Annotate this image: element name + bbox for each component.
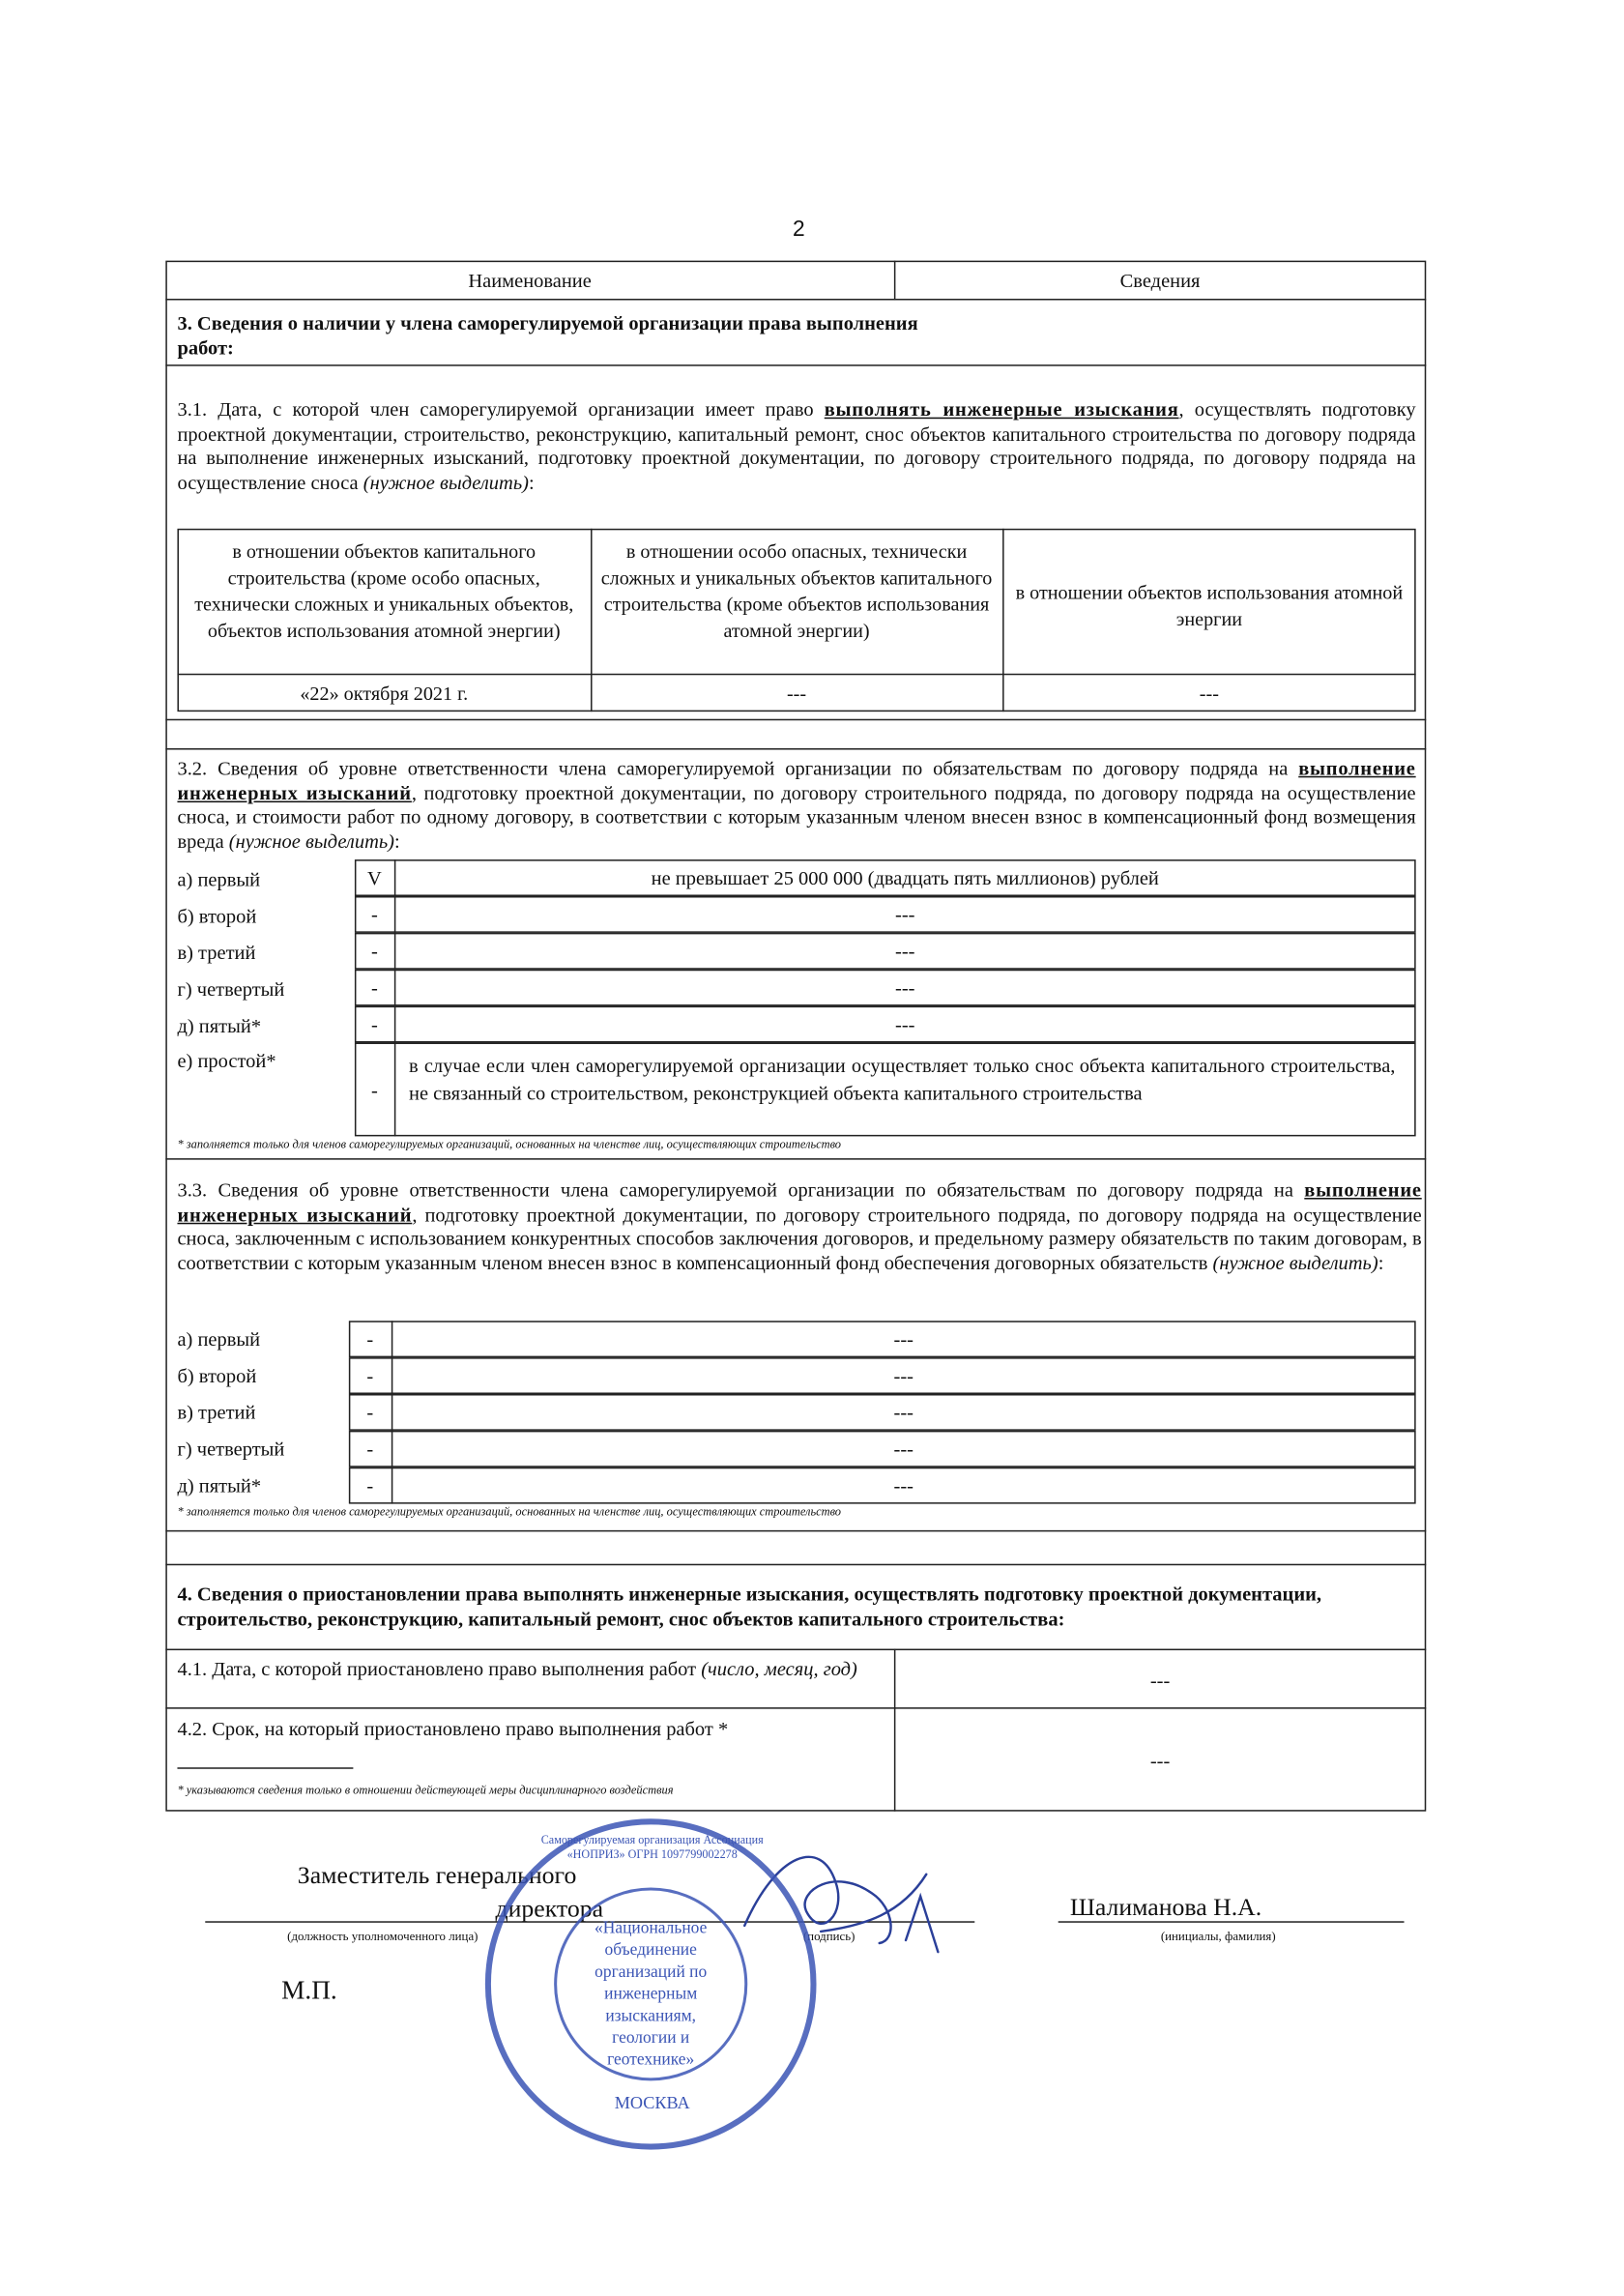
level-label: г) четвертый: [177, 1438, 285, 1461]
level-label: а) первый: [177, 1327, 261, 1351]
name-caption: (инициалы, фамилия): [1160, 1928, 1276, 1944]
level-mark: -: [370, 940, 378, 963]
level-label: а) первый: [177, 868, 261, 890]
row-4-2-label: 4.2. Срок, на который приостановлено право выполнения работ *: [177, 1717, 729, 1740]
row-4-2-value: ---: [1149, 1750, 1171, 1772]
table-3-1-value-2: ---: [786, 682, 807, 705]
table-3-1-header-1: в отношении объектов капитального строительства (кроме особо опасных, технически сложных и уникальных объектов, объектов использования атомной энергии): [194, 539, 574, 642]
level-value: не превышает 25 000 000 (двадцать пять миллионов) рублей: [651, 866, 1159, 889]
level-label: б) второй: [177, 1364, 257, 1387]
row-4-1-value: ---: [1149, 1669, 1171, 1692]
signatory-name: Шалиманова Н.А.: [1069, 1893, 1262, 1922]
row-4-1-label: 4.1. Дата, с которой приостановлено право выполнения работ (число, месяц, год): [177, 1657, 857, 1680]
levels-3-3: [177, 1321, 1415, 1503]
seal-place-label: М.П.: [281, 1975, 337, 2005]
level-mark: -: [366, 1401, 374, 1424]
stamp-city: МОСКВА: [614, 2092, 690, 2113]
level-label: е) простой*: [177, 1050, 276, 1072]
level-mark: -: [366, 1474, 374, 1497]
paragraph-3-2: 3.2. Сведения об уровне ответственности члена саморегулируемой организации по обязательствам по договору подряда на выполнение инженерных изысканий, подготовку проектной документации, по договору строительного подряда, по договору подряда на осуществление сноса, и стоимости работ по одному договору, в соответствии с которым указанным членом внесен взнос в компенсационный фонд возмещения вреда (нужное выделить):: [177, 757, 1416, 852]
level-mark: V: [366, 866, 382, 889]
level-value: ---: [895, 1013, 915, 1035]
level-mark: -: [370, 1013, 378, 1035]
level-mark: -: [370, 903, 378, 926]
level-value: ---: [895, 940, 915, 963]
level-label: г) четвертый: [177, 977, 285, 1001]
level-value: ---: [895, 976, 915, 1000]
level-value: в случае если член саморегулируемой организации осуществляет только снос объекта капитального строительства, не связанный со строительством, реконструкцией объекта капитального строительства: [409, 1054, 1396, 1105]
signatory-position-line1: Заместитель генерального: [297, 1861, 577, 1889]
paragraph-3-3: 3.3. Сведения об уровне ответственности члена саморегулируемой организации по обязательствам по договору подряда на выполнение инженерных изысканий, подготовку проектной документации, по договору строительного подряда, по договору подряда на осуществление сноса, заключенным с использованием конкурентных способов заключения договоров, и предельному размеру обязательств по таким договорам, в соответствии с которым указанным членом внесен взнос в компенсационный фонд обеспечения договорных обязательств (нужное выделить):: [177, 1178, 1422, 1274]
table-3-1-header-3: в отношении объектов использования атомной энергии: [1015, 581, 1404, 630]
level-value: ---: [893, 1438, 914, 1461]
position-caption: (должность уполномоченного лица): [287, 1928, 478, 1944]
emphasized-phrase: выполнение инженерных изысканий: [177, 757, 1416, 803]
levels-3-2: [177, 859, 1415, 1138]
level-mark: -: [366, 1364, 374, 1387]
level-label: в) третий: [177, 941, 256, 964]
level-value: ---: [895, 903, 915, 926]
page-number: 2: [793, 217, 805, 242]
level-value: ---: [893, 1327, 914, 1351]
level-value: ---: [893, 1401, 914, 1424]
level-label: в) третий: [177, 1401, 256, 1424]
section4-title: 4. Сведения о приостановлении права выполнять инженерные изыскания, осуществлять подготовку проектной документации, строительство, реконструкцию, капитальный ремонт, снос объектов капитального строительства:: [177, 1583, 1322, 1630]
header-col-info: Сведения: [1119, 269, 1201, 292]
footnote-3-2: * заполняется только для членов саморегулируемых организаций, основанных на членстве лиц, осуществляющих строительство: [177, 1137, 842, 1151]
emphasized-phrase: выполнение инженерных изысканий: [177, 1178, 1422, 1226]
footnote-3-3: * заполняется только для членов саморегулируемых организаций, основанных на членстве лиц, осуществляющих строительство: [177, 1505, 842, 1519]
table-3-1-value-1: «22» октября 2021 г.: [300, 682, 469, 705]
level-label: б) второй: [177, 905, 257, 927]
header-col-name: Наименование: [468, 269, 592, 292]
level-label: д) пятый*: [177, 1014, 262, 1037]
table-3-1-header-2: в отношении особо опасных, технически сложных и уникальных объектов капитального строительства (кроме объектов использования атомной энергии): [600, 539, 993, 642]
footnote-4-2: * указываются сведения только в отношении действующей меры дисциплинарного воздействия: [177, 1783, 674, 1797]
level-value: ---: [893, 1474, 914, 1497]
level-mark: -: [366, 1327, 374, 1351]
signature-caption: (подпись): [802, 1928, 856, 1944]
level-mark: -: [370, 976, 378, 1000]
stamp-ring-text: Саморегулируемая организация Ассоциация «НОПРИЗ» ОГРН 1097799002278: [540, 1833, 764, 1862]
level-mark: -: [366, 1438, 374, 1461]
level-value: ---: [893, 1364, 914, 1387]
stamp-inner-text: «Национальное объединение организаций по инженерным изысканиям, геологии и геотехнике»: [594, 1919, 708, 2070]
emphasized-phrase: выполнять инженерные изыскания: [824, 397, 1179, 421]
paragraph-3-1: 3.1. Дата, с которой член саморегулируемой организации имеет право выполнять инженерные изыскания, осуществлять подготовку проектной документации, строительство, реконструкцию, капитальный ремонт, снос объектов капитального строительства по договору подряда на выполнение инженерных изысканий, подготовку проектной документации, по договору строительного подряда, по договору подряда на осуществление сноса (нужное выделить):: [177, 397, 1416, 493]
level-label: д) пятый*: [177, 1474, 262, 1497]
level-mark: -: [370, 1079, 378, 1102]
section3-title: 3. Сведения о наличии у члена саморегулируемой организации права выполнения работ:: [177, 311, 918, 360]
table-3-1-value-3: ---: [1199, 682, 1219, 705]
signatory-position-line2: директора: [495, 1895, 604, 1923]
